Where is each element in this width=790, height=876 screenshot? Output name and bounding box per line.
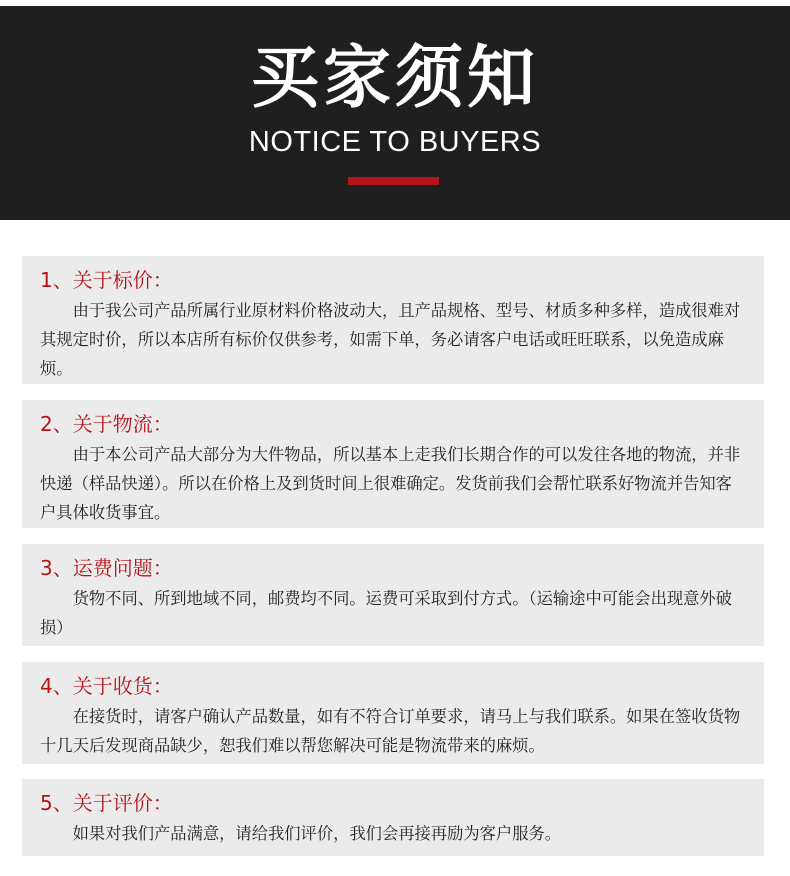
accent-divider bbox=[348, 177, 439, 185]
section-title: 3、运费问题： bbox=[40, 556, 173, 580]
section-body: 如果对我们产品满意，请给我们评价，我们会再接再励为客户服务。 bbox=[72, 824, 562, 843]
notice-section-pricing bbox=[22, 256, 764, 384]
section-title: 4、关于收货： bbox=[40, 674, 173, 698]
header-top-strip bbox=[0, 0, 790, 6]
page-subtitle: NOTICE TO BUYERS bbox=[248, 126, 542, 158]
notice-section-review bbox=[22, 779, 764, 856]
notice-section-receiving bbox=[22, 662, 764, 764]
notice-section-shipping-fee bbox=[22, 544, 764, 646]
notice-header bbox=[0, 0, 790, 220]
section-title: 1、关于标价： bbox=[40, 268, 173, 292]
section-title: 5、关于评价： bbox=[40, 791, 173, 815]
page-title: 买家须知 bbox=[250, 39, 539, 118]
section-body: 货物不同、所到地域不同，邮费均不同。运费可采取到付方式。（运输途中可能会出现意外破损） bbox=[40, 589, 732, 637]
section-body: 由于我公司产品所属行业原材料价格波动大，且产品规格、型号、材质多种多样，造成很难对其规定时价，所以本店所有标价仅供参考，如需下单，务必请客户电话或旺旺联系，以免造成麻烦。 bbox=[40, 301, 741, 378]
section-body: 由于本公司产品大部分为大件物品，所以基本上走我们长期合作的可以发往各地的物流，并非快递（样品快递）。所以在价格上及到货时间上很难确定。发货前我们会帮忙联系好物流并告知客户具体收货事宜。 bbox=[40, 445, 741, 522]
section-title: 2、关于物流： bbox=[40, 412, 173, 436]
notice-section-logistics bbox=[22, 400, 764, 528]
section-body: 在接货时，请客户确认产品数量，如有不符合订单要求，请马上与我们联系。如果在签收货物十几天后发现商品缺少，恕我们难以帮您解决可能是物流带来的麻烦。 bbox=[40, 707, 741, 755]
